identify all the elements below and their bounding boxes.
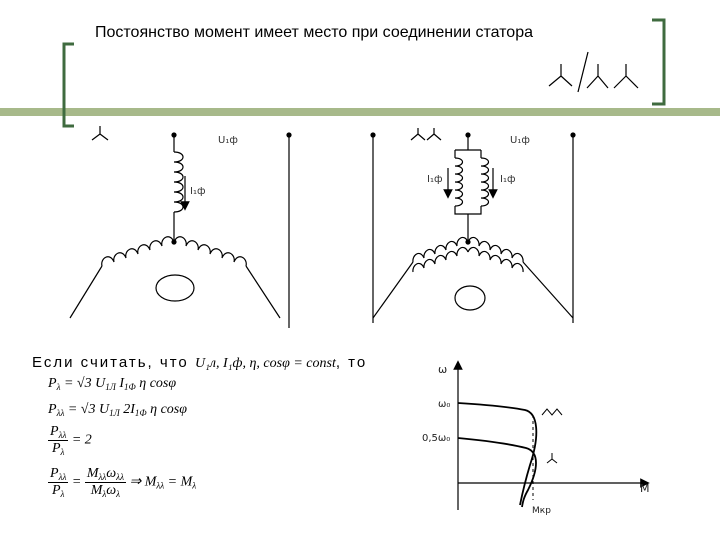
condition-line [32, 354, 367, 372]
double-star-current-right-label: I₁ф [500, 174, 516, 185]
formula-torque-equality: $\frac{P_{\lambda\lambda}}{P_\lambda}$ = $\frac{M_{\lambda\lambda}\omega_{\lambda\lambda}}{M_\lambda\omega_\lambda}$ ⇒ $M_{\lambda\lambda} = M_\lambda$ [50, 466, 197, 499]
star-circuit [70, 126, 291, 328]
double-star-voltage-label: U₁ф [510, 135, 530, 146]
curve-double-star [458, 438, 536, 507]
star-voltage-label: U₁ф [218, 135, 238, 146]
y-axis-label: ω [438, 363, 448, 376]
double-star-current-left-label: I₁ф [427, 174, 443, 185]
double-star-circuit [371, 128, 575, 323]
star-double-star-symbol [549, 52, 638, 92]
formula-power-ratio: $\frac{P_{\lambda\lambda}}{P_\lambda}$ = 2 [50, 424, 92, 457]
half-omega0-label: 0,5ω₀ [422, 433, 451, 444]
omega0-label: ω₀ [438, 399, 451, 410]
condition-end: , то [335, 354, 368, 371]
speed-torque-graph [400, 355, 670, 520]
mcr-label: Mкр [532, 506, 551, 516]
left-bracket [64, 44, 74, 126]
right-bracket [652, 20, 664, 104]
circuit-diagrams [30, 118, 590, 343]
x-axis-label: M [640, 482, 650, 495]
curve-star [458, 403, 536, 505]
formula-double-star-power: $P_{\lambda\lambda} = √3$ $U_{1Л}$ $2I_{1Ф}$ η cosφ [48, 402, 187, 418]
formula-star-power: $P_\lambda = √3$ $U_{1Л}$ $I_{1Ф}$ η cosφ [48, 376, 177, 392]
slide-title: Постоянство момент имеет место при соединении статора [95, 24, 533, 41]
condition-intro: Если считать, что [32, 354, 189, 371]
star-current-label: I₁ф [190, 186, 206, 197]
condition-formula: U₁л, I₁ф, η, cosφ = const [194, 356, 336, 371]
